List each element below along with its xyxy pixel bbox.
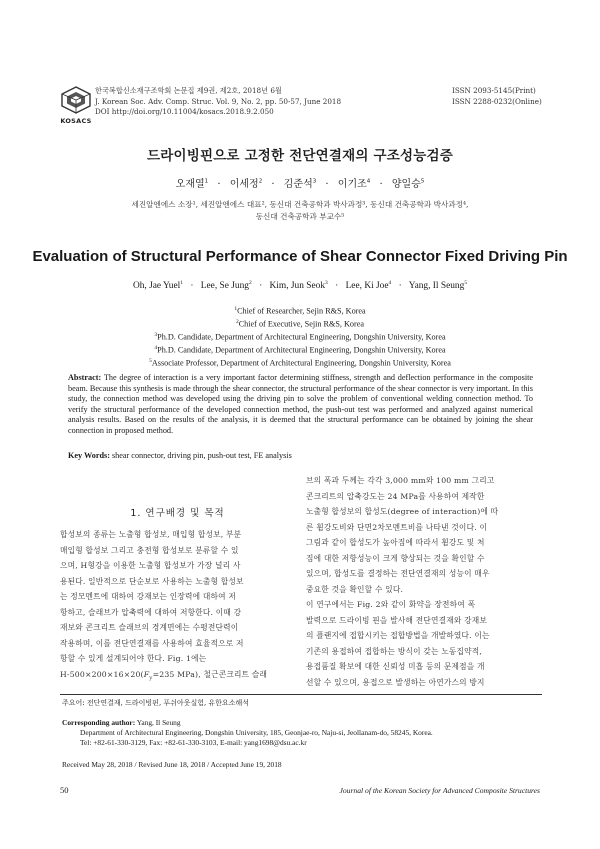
author-sep: ·: [379, 179, 383, 190]
author-en-3-sup: 3: [325, 280, 328, 286]
affiliation-en-5-text: Associate Professor, Department of Architectural Engineering, Dongshin University, Korea: [151, 358, 451, 368]
kosacs-logo-icon: [60, 86, 92, 114]
author-kr-2: 이세정: [229, 179, 259, 190]
body-line: 재보와 콘크리트 슬래브의 경계면에는 수평전단력이: [60, 623, 239, 632]
journal-name-en: J. Korean Soc. Adv. Comp. Struc. Vol. 9, No. 2, pp. 50-57, June 2018: [95, 96, 342, 106]
received-dates: Received May 28, 2018 / Revised June 18, 2018 / Accepted June 19, 2018: [62, 760, 282, 769]
body-line: 작용하며, 이를 전단연결재를 사용하여 효율적으로 저: [60, 638, 244, 648]
abstract-text: The degree of interaction is a very important factor determining stiffness, strength and deflection performance in the composite beam. Because this synthesis is made through the shear connector, the structural performance of the shear connector is very important. In this study, the connection method was developed using the driving pin to solve the problem of conventional welding connection method. To verify the structural performance of the developed connection method, the push-out test was performed and analyzed against numerical analysis results. Based on the results of the analysis, it is deemed that the structural performance can be obtained by joining the shear connection in proposed method.: [68, 373, 534, 435]
author-en-1: Oh, Jae Yuel: [132, 281, 181, 292]
affiliation-en-4-text: Ph.D. Candidate, Department of Architectural Engineering, Dongshin University, Korea: [157, 345, 446, 355]
body-right-column: [306, 473, 542, 690]
affiliations-en: [0, 304, 600, 369]
author-en-3: Kim, Jun Seok: [269, 281, 326, 292]
issn-print: ISSN 2093-5145(Print): [452, 86, 536, 95]
affiliation-en-1-text: Chief of Researcher, Sejin R&S, Korea: [237, 306, 366, 316]
affiliation-en-1: [0, 304, 600, 317]
body-line: 발력으로 드라이빙 핀을 발사해 전단연결재와 강재보: [306, 615, 487, 625]
author-en-5: Yang, Il Seung: [408, 281, 465, 292]
body-line: 짐에 대한 저항성능이 크게 향상되는 것을 확인할 수: [306, 553, 485, 563]
body-line: 기존의 용접하여 접합하는 방식이 갖는 노동집약적,: [306, 646, 483, 656]
author-kr-5-sup: 5: [420, 178, 425, 185]
corr-contact: Tel: +82-61-330-3129, Fax: +82-61-330-3103, E-mail: yang1698@dsu.ac.kr: [80, 738, 307, 747]
body-line: 이 연구에서는 Fig. 2와 같이 화약을 장전하여 폭: [306, 600, 476, 609]
affiliation-en-2-text: Chief of Executive, Sejin R&S, Korea: [238, 319, 365, 329]
author-sep: ·: [398, 281, 402, 292]
author-kr-4: 이기조: [337, 179, 367, 190]
body-line: 의 플랜지에 접합시키는 접합방법을 개발하였다. 이는: [306, 631, 490, 640]
author-en-5-sup: 5: [464, 280, 468, 286]
footnote-divider: [60, 694, 542, 695]
body-text: H-500×200×16×20(: [60, 669, 144, 679]
body-line: 그림과 같이 합성도가 높아짐에 따라서 휨강도 및 처: [306, 538, 485, 547]
body-line: 매입형 합성보 그리고 충전형 합성보로 분류할 수 있: [60, 545, 239, 555]
corr-address: Department of Architectural Engineering, Dongshin University, 185, Geonjae-ro, Naju-si, Jeollanam-do, 58245, Korea.: [80, 728, 433, 737]
body-line: 으며, H형강을 이용한 노출형 합성보가 가장 널리 사: [60, 561, 241, 570]
body-line: 는 정모멘트에 대하여 강재보는 인장력에 대하여 저: [60, 592, 237, 601]
affiliations-kr: [0, 199, 600, 223]
corresponding-author: [62, 718, 542, 748]
fy-symbol: F: [143, 669, 150, 679]
author-sep: ·: [217, 179, 221, 190]
affiliation-en-4-sup: 4: [154, 344, 158, 351]
author-sep: ·: [259, 281, 263, 292]
section-heading: 1. 연구배경 및 목적: [130, 508, 225, 519]
body-line: [60, 667, 295, 687]
body-line: 중요한 것을 확인할 수 있다.: [306, 584, 404, 594]
body-line: 항하고, 슬래브가 압축력에 대하여 저항한다. 이때 강: [60, 607, 242, 617]
keywords-label: Key Words:: [68, 451, 110, 460]
body-text: =235 MPa), 철근콘크리트 슬래: [152, 669, 268, 679]
author-en-2-sup: 2: [248, 280, 252, 286]
affiliation-en-2-sup: 2: [235, 318, 239, 325]
title-kr: 드라이빙핀으로 고정한 전단연결재의 구조성능검증: [146, 148, 453, 164]
corr-label: Corresponding author:: [62, 718, 136, 727]
issn-online: ISSN 2288-0232(Online): [452, 96, 542, 106]
authors-kr: [0, 175, 600, 190]
body-line: 른 휨강도비와 단면2차모멘트비를 나타낸 것이다. 이: [306, 522, 488, 532]
corr-author-line: [62, 718, 542, 728]
journal-logo: [60, 86, 92, 125]
body-line: 브의 폭과 두께는 각각 3,000 mm와 100 mm 그리고: [306, 476, 495, 485]
author-en-4-sup: 4: [388, 280, 392, 286]
journal-name-kr: 한국복합신소재구조학회 논문집 제9권, 제2호, 2018년 6월: [95, 86, 282, 95]
affiliation-kr-line: 세진알엔에스 소장¹, 세진알엔에스 대표², 동신대 건축공학과 박사과정³, 동신대 건축공학과 박사과정⁴,: [131, 200, 469, 209]
keywords-kr: 주요어: 전단연결재, 드라이빙핀, 푸쉬아웃실험, 유한요소해석: [62, 699, 249, 707]
author-sep: ·: [325, 179, 329, 190]
affiliation-en-2: [0, 317, 600, 330]
journal-header: [95, 86, 341, 118]
author-kr-5: 양일승: [391, 179, 421, 190]
affiliation-kr-line: 동신대 건축공학과 부교수⁵: [255, 212, 345, 221]
doi-link[interactable]: DOI http://doi.org/10.11004/kosacs.2018.9.2.050: [95, 107, 274, 116]
author-en-1-sup: 1: [180, 280, 183, 286]
author-sep: ·: [335, 281, 339, 292]
author-kr-1: 오재열: [175, 179, 205, 190]
body-line: 용접품질 확보에 대한 신뢰성 미흡 등의 문제점을 개: [306, 662, 485, 671]
author-kr-4-sup: 4: [366, 178, 371, 185]
affiliation-en-3-text: Ph.D. Candidate, Department of Architectural Engineering, Dongshin University, Korea: [157, 332, 446, 342]
author-sep: ·: [271, 179, 275, 190]
affiliation-en-3: [0, 330, 600, 343]
body-left-column: [60, 527, 295, 687]
body-line: 용된다. 일반적으로 단순보로 사용하는 노출형 합성보: [60, 576, 244, 586]
title-en: Evaluation of Structural Performance of Shear Connector Fixed Driving Pin: [32, 248, 568, 265]
corr-name: Yang, Il Seung: [136, 718, 181, 727]
keywords: [68, 451, 533, 462]
author-en-2: Lee, Se Jung: [200, 281, 249, 292]
body-line: 선할 수 있으며, 용접으로 발생하는 아연가스의 방지: [306, 677, 485, 687]
logo-text: KOSACS: [60, 117, 92, 125]
abstract-label: Abstract:: [68, 373, 102, 382]
affiliation-en-5-sup: 5: [149, 357, 152, 364]
author-en-4: Lee, Ki Joe: [345, 281, 389, 292]
issn-block: [452, 86, 542, 107]
affiliation-en-5: [0, 356, 600, 369]
fy-subscript: y: [149, 675, 153, 682]
abstract: [68, 373, 533, 437]
author-kr-1-sup: 1: [204, 178, 209, 185]
body-line: 노출형 합성보의 합성도(degree of interaction)에 따: [306, 507, 499, 516]
affiliation-en-4: [0, 343, 600, 356]
affiliation-en-1-sup: 1: [234, 306, 238, 312]
body-line: 콘크리트의 압축강도는 24 MPa를 사용하여 제작한: [306, 491, 485, 501]
body-line: 합성보의 종류는 노출형 합성보, 매입형 합성보, 부분: [60, 530, 242, 539]
body-line: 항할 수 있게 설계되어야 한다. Fig. 1에는: [60, 654, 207, 663]
authors-en: [0, 280, 600, 291]
author-sep: ·: [190, 281, 194, 292]
keywords-text: shear connector, driving pin, push-out test, FE analysis: [111, 451, 292, 460]
author-kr-3: 김준석: [283, 179, 313, 190]
body-line: 있으며, 합성도를 결정하는 전단연결재의 성능이 매우: [306, 569, 490, 578]
author-kr-2-sup: 2: [258, 178, 263, 185]
author-kr-3-sup: 3: [312, 178, 317, 185]
page-number: 50: [60, 785, 69, 795]
footer-journal: Journal of the Korean Society for Advanced Composite Structures: [339, 786, 540, 795]
affiliation-en-3-sup: 3: [154, 331, 158, 338]
